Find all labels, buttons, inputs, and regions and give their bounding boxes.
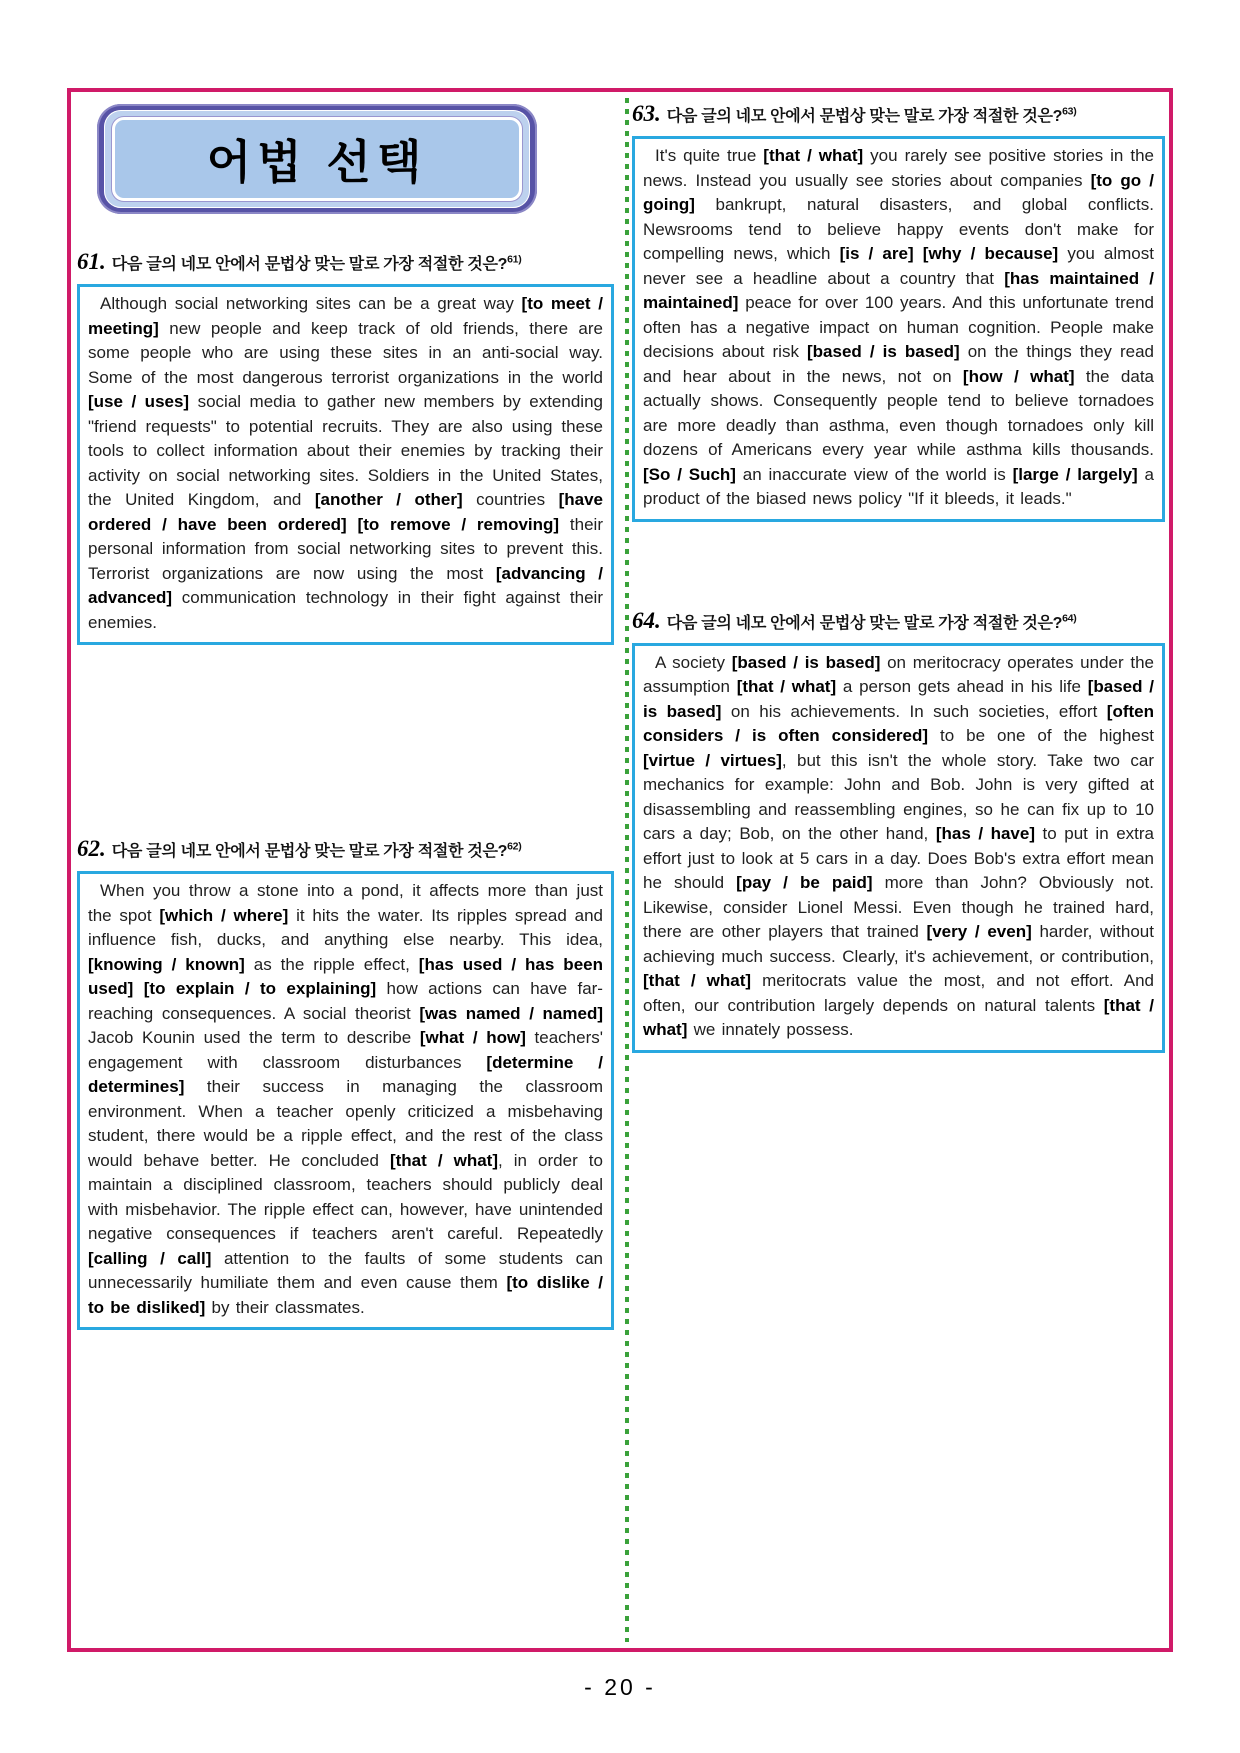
passage-box [77,871,614,1330]
question-footnote: 61) [507,253,522,266]
question-prompt [666,612,1077,632]
page-frame [67,88,1173,1652]
question-prompt [666,105,1077,125]
title-banner-ring [104,110,530,208]
question-prompt [111,840,522,860]
column-divider-dotted-line [625,98,629,1642]
question-prompt-text: 다음 글의 네모 안에서 문법상 맞는 말로 가장 적절한 것은? [666,108,1063,125]
title-banner-panel [112,117,522,201]
column-right [632,92,1165,1053]
passage-text: When you throw a stone into a pond, it affects more than just the spot [which / where] it hits the water. Its ripples spread and influence fish, ducks, and anything else nearby. This idea, [knowing / known] as the ripple effect, [has used / has been used] [to explain / to explaining] how actions can have far-reaching consequences. A social theorist [was named / named] Jacob Kounin used the term to describe [what / how] teachers' engagement with classroom disturbances [determine / determines] their success in managing the classroom environment. When a teacher openly criticized a misbehaving student, there would be a ripple effect, and the rest of the class would behave better. He concluded [that / what], in order to maintain a disciplined classroom, teachers should publicly deal with misbehavior. The ripple effect can, however, have unintended negative consequences if teachers aren't careful. Repeatedly [calling / call] attention to the faults of some students can unnecessarily humiliate them and even cause them [to dislike / to be disliked] by their classmates. [88,881,604,1317]
passage-box [632,643,1165,1053]
passage-text: Although social networking sites can be a great way [to meet / meeting] new people and keep track of old friends, there are some people who are using these sites in an anti-social way. Some of the most dangerous terrorist organizations in the world [use / uses] social media to gather new members by extending "friend requests" to potential recruits. They are also using these tools to collect information about their enemies by tracking their activity on social networking sites. Soldiers in the United States, the United Kingdom, and [another / other] countries [have ordered / have been ordered] [to remove / removing] their personal information from social networking sites to prevent this. Terrorist organizations are now using the most [advancing / advanced] communication technology in their fight against their enemies. [88,294,603,632]
title-banner [97,104,537,214]
question-61 [77,248,614,645]
question-number: 63. [632,101,661,126]
passage-text: A society [based / is based] on meritocracy operates under the assumption [that / what] a person gets ahead in his life [based / is based] on his achievements. In such societies, effort [often considers / is often considered] to be one of the highest [virtue / virtues], but this isn't the whole story. Take two car mechanics for example: John and Bob. John is very gifted at disassembling and reassembling engines, so he can fix up to 10 cars a day; Bob, on the other hand, [has / have] to put in extra effort just to look at 5 cars in a day. Does Bob's extra effort mean he should [pay / be paid] more than John? Obviously not. Likewise, consider Lionel Messi. Even though he trained hard, there are other players that trained [very / even] harder, without achieving much success. Clearly, it's achievement, or contribution, [that / what] meritocrats value the most, and not effort. And often, our contribution largely depends on natural talents [that / what] we innately possess. [643,652,1154,1039]
question-63 [632,100,1165,522]
question-61-header [77,248,614,278]
question-63-header [632,100,1165,130]
question-prompt-text: 다음 글의 네모 안에서 문법상 맞는 말로 가장 적절한 것은? [111,256,508,273]
question-footnote: 63) [1062,105,1077,118]
question-64-header [632,607,1165,637]
question-number: 61. [77,249,106,274]
question-prompt [111,253,522,273]
question-prompt-text: 다음 글의 네모 안에서 문법상 맞는 말로 가장 적절한 것은? [111,843,508,860]
column-left [77,92,614,1330]
question-footnote: 62) [507,840,522,853]
question-62-header [77,835,614,865]
passage-box [632,136,1165,522]
passage-box [77,284,614,645]
question-number: 64. [632,607,661,633]
question-prompt-text: 다음 글의 네모 안에서 문법상 맞는 말로 가장 적절한 것은? [666,614,1063,632]
question-62 [77,835,614,1330]
question-footnote: 64) [1062,612,1077,625]
question-number: 62. [77,836,106,861]
question-64 [632,607,1165,1053]
passage-text: It's quite true [that / what] you rarely see positive stories in the news. Instead you usually see stories about companies [to go / going] bankrupt, natural disasters, and global conflicts. Newsrooms tend to believe happy events don't make for compelling news, which [is / are] [why / because] you almost never see a headline about a country that [has maintained / maintained] peace for over 100 years. And this unfortunate trend often has a negative impact on human cognition. People make decisions about risk [based / is based] on the things they read and hear about in the news, not on [how / what] the data actually shows. Consequently people tend to believe tornadoes are more deadly than asthma, even though tornadoes only kill dozens of Americans every year while asthma kills thousands. [So / Such] an inaccurate view of the world is [large / largely] a product of the biased news policy "If it bleeds, it leads." [643,146,1154,508]
title-banner-text: 어법 선택 [206,136,428,188]
page-number: - 20 - [584,1674,656,1700]
